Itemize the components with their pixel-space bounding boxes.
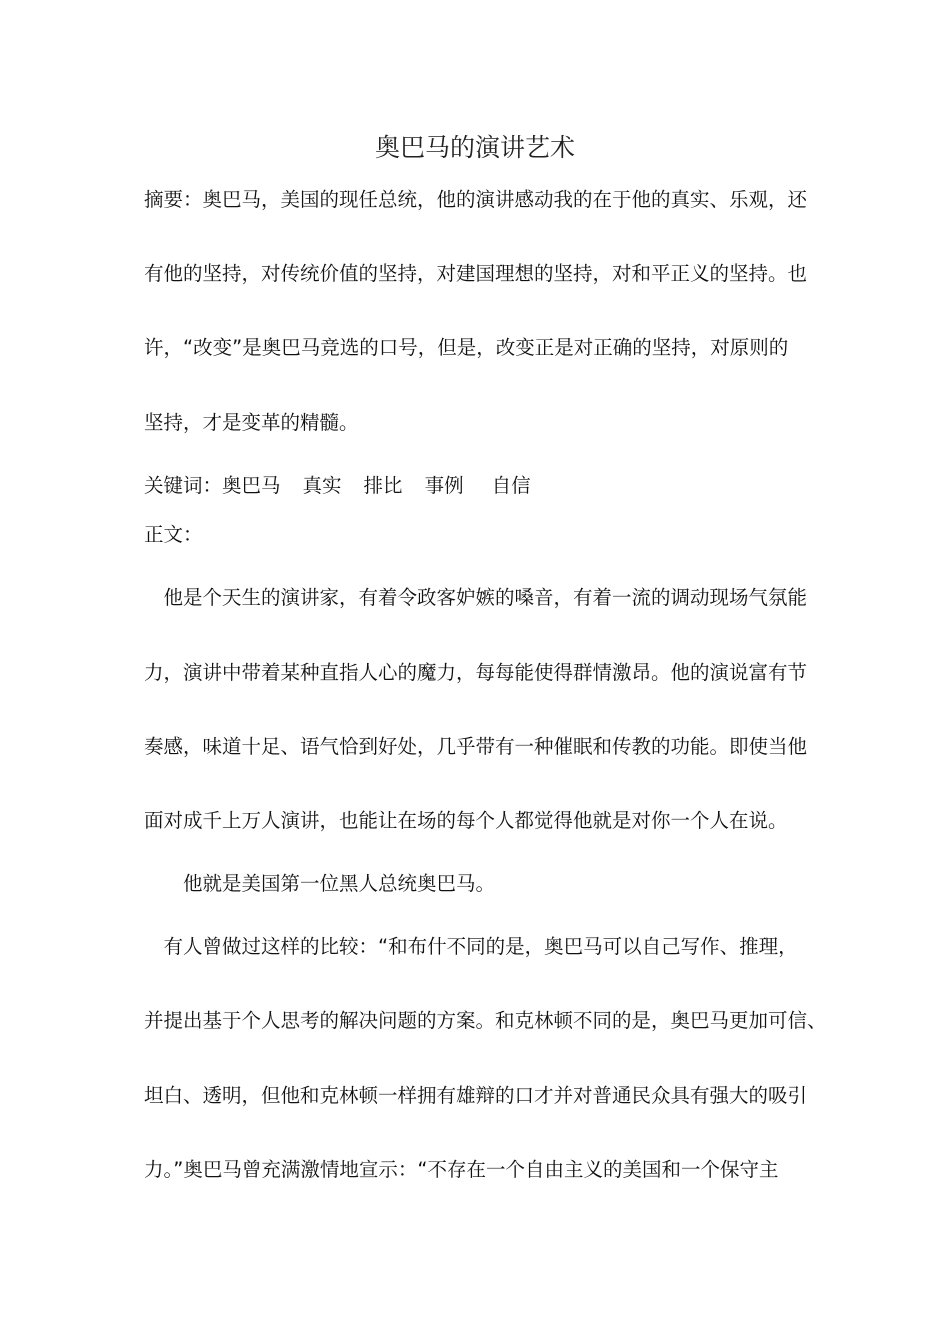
- keyword-item: 自信: [491, 474, 531, 497]
- document-title: 奥巴马的演讲艺术: [374, 133, 575, 162]
- paragraph-3-line-3: 坦白、透明，但他和克林顿一样拥有雄辩的口才并对普通民众具有强大的吸引: [144, 1084, 808, 1107]
- paragraph-1-line-3: 奏感，味道十足、语气恰到好处，几乎带有一种催眠和传教的功能。即使当他: [144, 735, 808, 758]
- keywords-line: [144, 471, 531, 501]
- keywords-label: 关键词：: [144, 474, 223, 497]
- keyword-item: 真实: [302, 474, 342, 497]
- paragraph-3-line-4: 力。”奥巴马曾充满激情地宣示：“不存在一个自由主义的美国和一个保守主: [144, 1158, 779, 1181]
- body-label: 正文：: [144, 523, 203, 546]
- paragraph-3-line-1: 有人曾做过这样的比较：“和布什不同的是，奥巴马可以自己写作、推理，: [144, 935, 798, 958]
- abstract-line-3: 许，“改变”是奥巴马竞选的口号，但是，改变正是对正确的坚持，对原则的: [144, 336, 789, 359]
- paragraph-1-line-4: 面对成千上万人演讲，也能让在场的每个人都觉得他就是对你一个人在说。: [144, 809, 788, 832]
- keyword-item: 事例: [424, 474, 464, 497]
- abstract-line-1: 摘要：奥巴马，美国的现任总统，他的演讲感动我的在于他的真实、乐观，还: [144, 188, 808, 211]
- paragraph-3-line-2: 并提出基于个人思考的解决问题的方案。和克林顿不同的是，奥巴马更加可信、: [144, 1009, 827, 1032]
- paragraph-1-line-1: 他是个天生的演讲家，有着令政客妒嫉的嗓音，有着一流的调动现场气氛能: [144, 586, 808, 609]
- abstract-line-2: 有他的坚持，对传统价值的坚持，对建国理想的坚持，对和平正义的坚持。也: [144, 262, 808, 285]
- keyword-item: 排比: [363, 474, 403, 497]
- keyword-item: 奥巴马: [222, 474, 281, 497]
- paragraph-2-line: 他就是美国第一位黑人总统奥巴马。: [144, 872, 496, 895]
- abstract-line-4: 坚持，才是变革的精髓。: [144, 411, 359, 434]
- paragraph-1-line-2: 力，演讲中带着某种直指人心的魔力，每每能使得群情激昂。他的演说富有节: [144, 661, 808, 684]
